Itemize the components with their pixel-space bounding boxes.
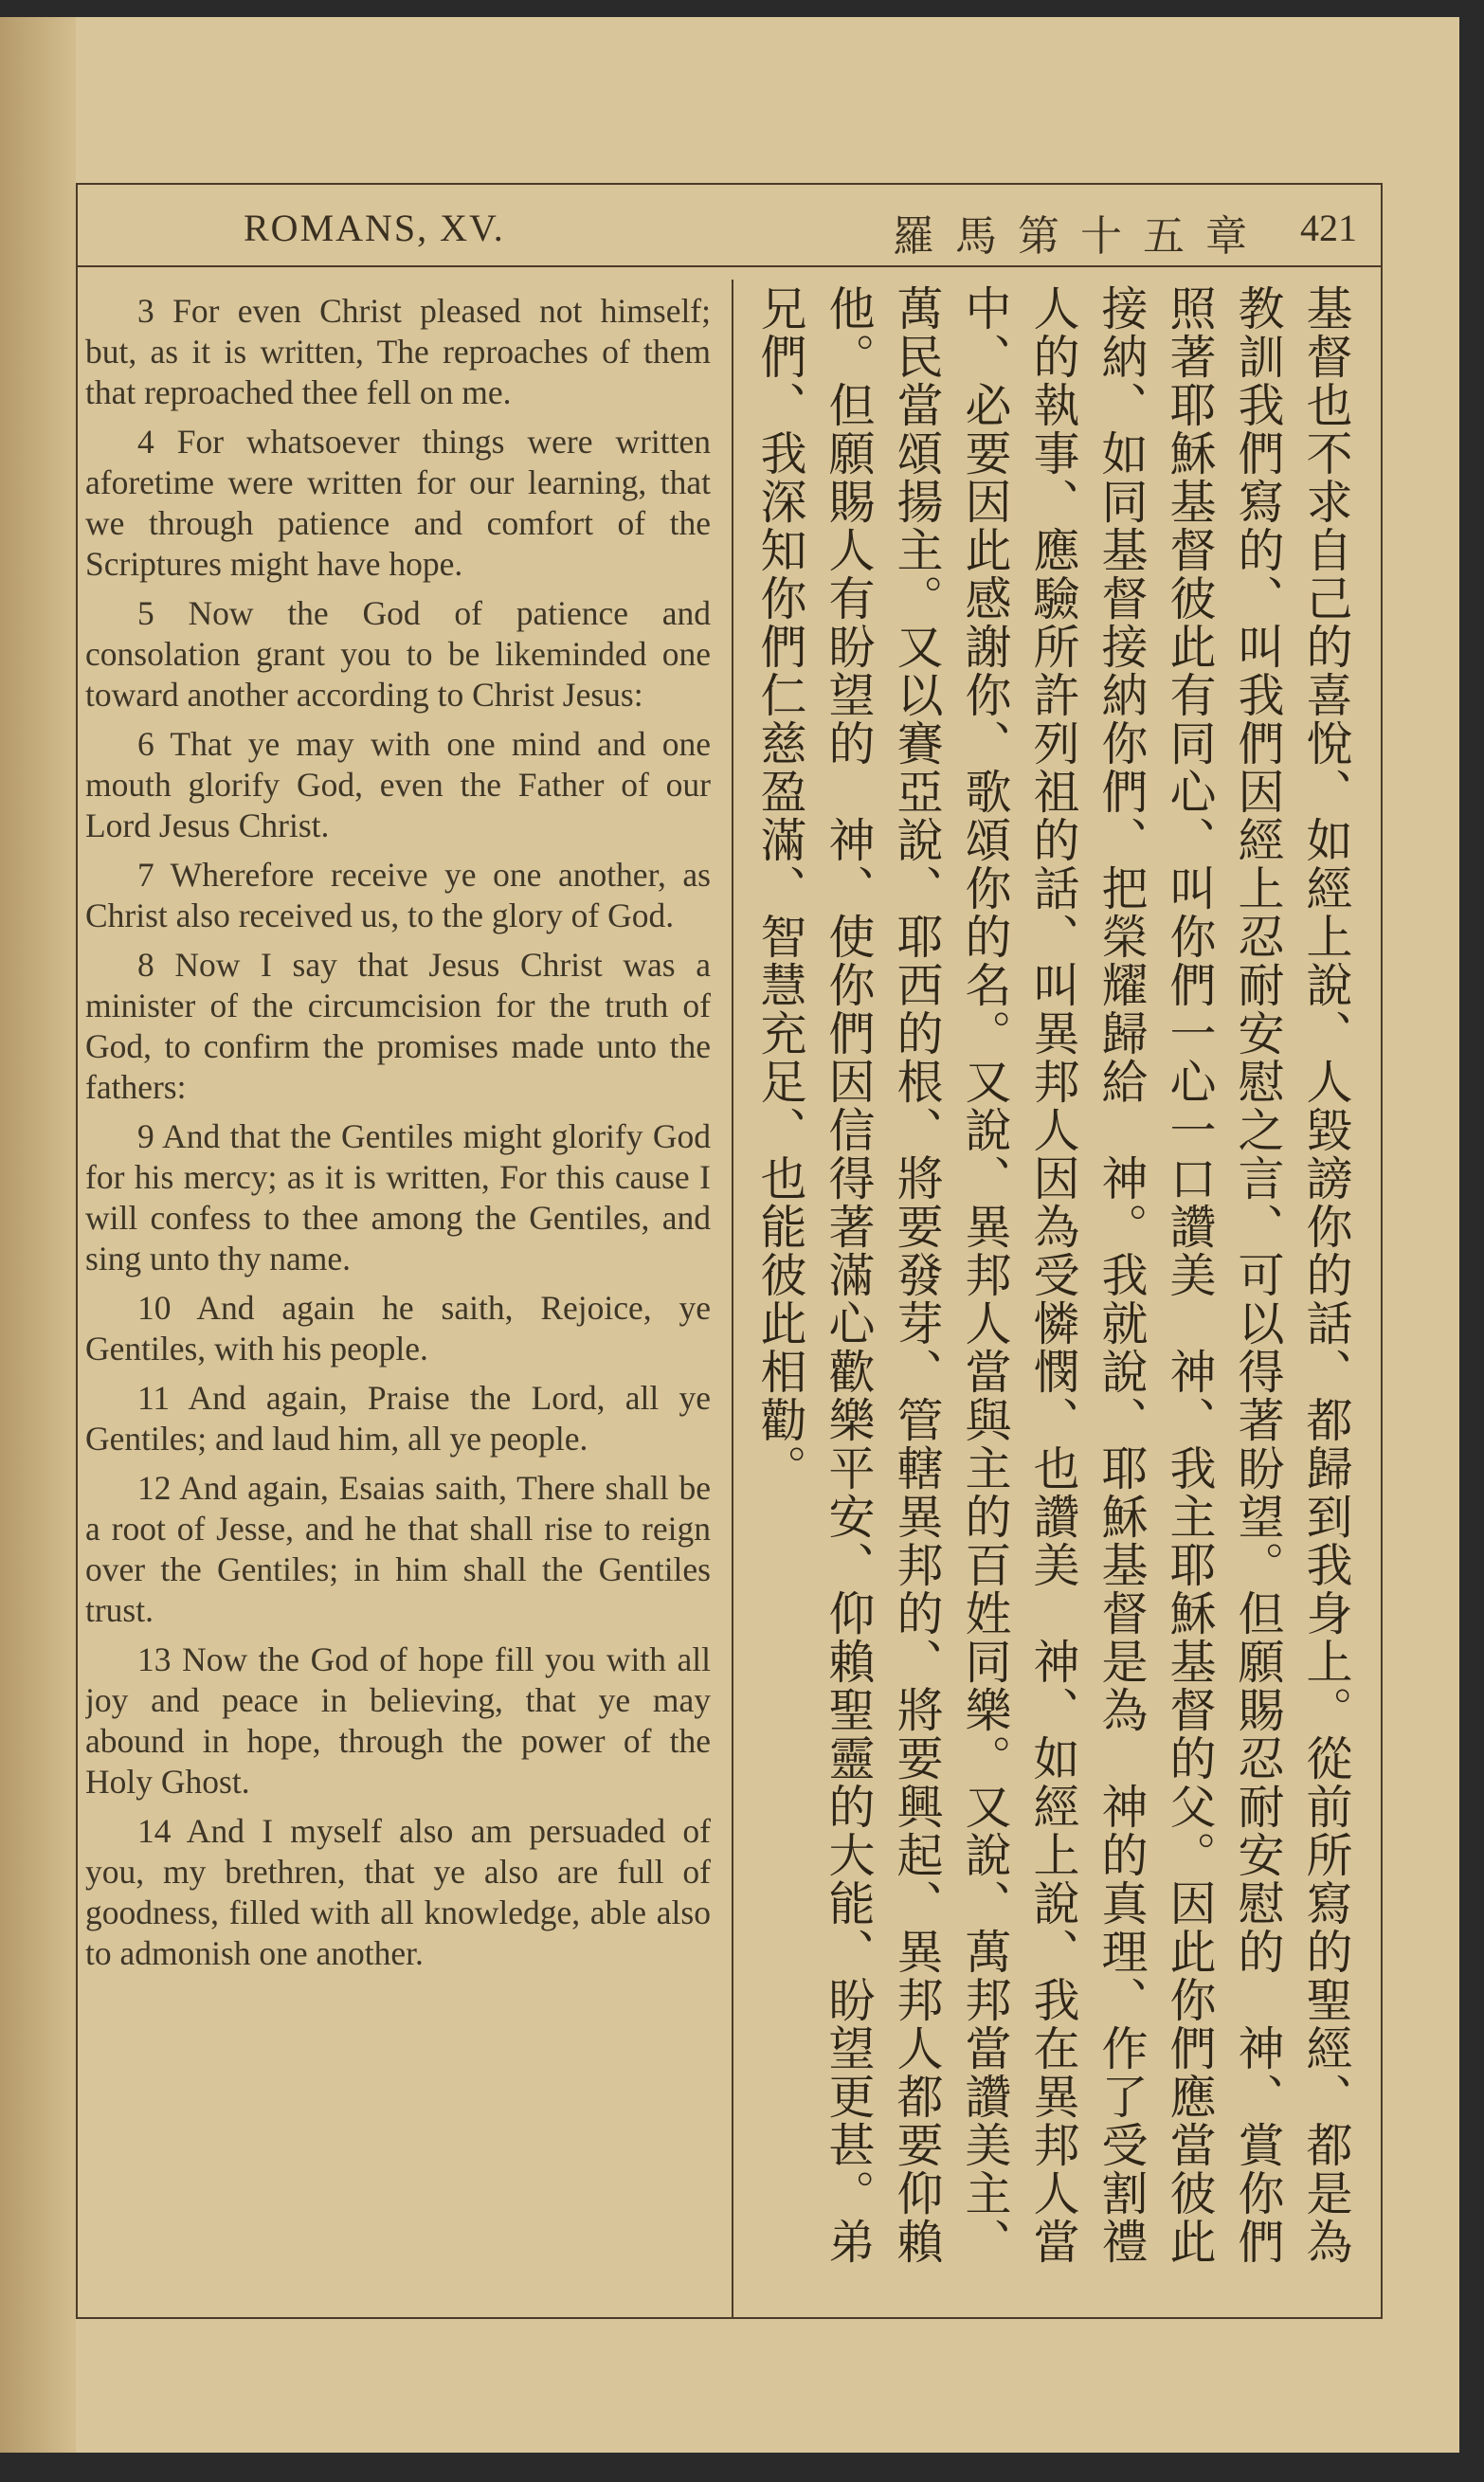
chinese-vertical-text: 基督也不求自己的喜悅、如經上說、人毀謗你的話、都歸到我身上。從前所寫的聖經、都是為教訓我們寫的、叫我們因經上忍耐安慰之言、可以得著盼望。但願賜忍耐安慰的 神、賞你們照著耶穌基督彼此有同心、叫你們一心一口讚美 神、我主耶穌基督的父。因此你們應當彼此接納、如同基督接納你們、把榮耀歸給 神。我就說、耶穌基督是為 神的真理、作了受割禮人的執事、應驗所許列祖的話、叫異邦人因為受憐憫、也讚美 神、如經上說、我在異邦人當中、必要因此感謝你、歌頌你的名。又說、異邦人當與主的百姓同樂。又說、萬邦當讚美主、萬民當頌揚主。又以賽亞說、耶西的根、將要發芽、管轄異邦的、將要興起、異邦人都要仰賴他。但願賜人有盼望的 神、使你們因信得著滿心歡樂平安、仰賴聖靈的大能、盼望更甚。弟兄們、我深知你們仁慈盈滿、智慧充足、也能彼此相勸。	[753, 284, 1353, 2266]
scan-edge	[0, 2454, 1484, 2482]
page-header	[78, 185, 1381, 267]
verse-9: 9 And that the Gentiles might glorify God for his mercy; as it is written, For this cause I will confess to thee among the Gentiles, and sing unto thy name.	[85, 1117, 711, 1277]
verse-8: 8 Now I say that Jesus Christ was a minister of the circumcision for the truth of God, to confirm the promises made unto the fathers:	[85, 946, 711, 1106]
verse-12: 12 And again, Esaias saith, There shall be a root of Jesse, and he that shall rise to reign over the Gentiles; in him shall the Gentiles trust.	[85, 1469, 711, 1629]
verse-6: 6 That ye may with one mind and one mouth glorify God, even the Father of our Lord Jesus Christ.	[85, 725, 711, 844]
page-binding-shadow	[0, 17, 76, 2453]
page-number: 421	[1300, 207, 1357, 249]
english-column	[85, 291, 711, 2310]
verse-10: 10 And again he saith, Rejoice, ye Gentiles, with his people.	[85, 1289, 711, 1368]
verse-11: 11 And again, Praise the Lord, all ye Gentiles; and laud him, all ye people.	[85, 1379, 711, 1458]
header-chinese-title: 羅馬第十五章	[893, 212, 1268, 261]
verse-13: 13 Now the God of hope fill you with all joy and peace in believing, that ye may abound in hope, through the power of the Holy Ghost.	[85, 1640, 711, 1801]
verse-14: 14 And I myself also am persuaded of you, my brethren, that ye also are full of goodness, filled with all knowledge, able also to admonish one another.	[85, 1812, 711, 1972]
header-english-title: ROMANS, XV.	[244, 207, 505, 249]
verse-7: 7 Wherefore receive ye one another, as Christ also received us, to the glory of God.	[85, 856, 711, 934]
book-page	[0, 17, 1459, 2453]
chinese-column	[746, 284, 1376, 2312]
column-divider	[732, 280, 733, 2317]
verse-3: 3 For even Christ pleased not himself; but, as it is written, The reproaches of them that reproached thee fell on me.	[85, 292, 711, 411]
text-frame	[76, 183, 1383, 2319]
verse-5: 5 Now the God of patience and consolation grant you to be likeminded one toward another according to Christ Jesus:	[85, 594, 711, 714]
verse-4: 4 For whatsoever things were written aforetime were written for our learning, that we through patience and comfort of the Scriptures might have hope.	[85, 423, 711, 583]
